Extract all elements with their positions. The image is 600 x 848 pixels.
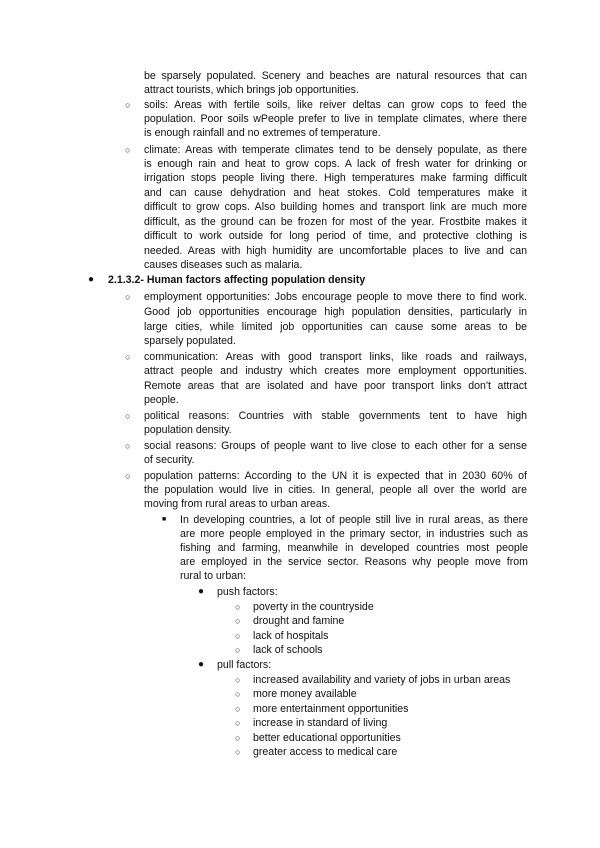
list-bullet-circle: ○	[125, 352, 131, 362]
push-factor-item: drought and famine	[253, 615, 345, 627]
soils-line: soils: Areas with fertile soils, like reiver deltas can grow cops to feed the	[144, 99, 527, 111]
climate-line: needed. Areas with high humidity are uncomfortable places to live and can	[144, 245, 527, 257]
list-bullet-disc: ●	[88, 274, 95, 285]
pull-factor-item: better educational opportunities	[253, 732, 401, 744]
push-factors-label: push factors:	[217, 586, 278, 598]
employment-line: employment opportunities: Jobs encourage people to move there to find work.	[144, 291, 527, 303]
soils-line: is enough rainfall and no extremes of temperature.	[144, 127, 381, 139]
pull-factor-item: increased availability and variety of jobs in urban areas	[253, 674, 511, 686]
climate-line: irrigation stops people living there. High temperatures make farming difficult	[144, 172, 527, 184]
list-bullet-circle: ○	[235, 689, 241, 699]
section-heading: 2.1.3.2- Human factors affecting population density	[108, 274, 366, 286]
developing-line: are more people employed in the primary sector, in industries such as	[180, 528, 528, 540]
developing-line: fishing and farming, meanwhile in developed countries most people	[180, 542, 528, 554]
climate-line: difficult to work outside for long period of time, and protective clothing is	[144, 230, 527, 242]
climate-line: difficult, as the ground can be frozen for most of the year. Frostbite makes it	[144, 216, 527, 228]
social-line: social reasons: Groups of people want to live close to each other for a sense	[144, 440, 527, 452]
communication-line: communication: Areas with good transport links, like roads and railways,	[144, 351, 527, 363]
pull-factors-label: pull factors:	[217, 659, 272, 671]
list-bullet-circle: ○	[125, 100, 131, 110]
list-bullet-disc: ●	[198, 659, 205, 670]
list-bullet-circle: ○	[235, 675, 241, 685]
pull-factor-item: greater access to medical care	[253, 746, 398, 758]
communication-line: people.	[144, 394, 179, 406]
climate-line: difficult to grow cops. Also building homes and transport link are much more	[144, 201, 527, 213]
pull-factor-item: more entertainment opportunities	[253, 703, 409, 715]
push-factor-item: lack of schools	[253, 644, 323, 656]
list-bullet-circle: ○	[125, 441, 131, 451]
list-bullet-circle: ○	[125, 145, 131, 155]
developing-line: In developing countries, a lot of people still live in rural areas, as there	[180, 514, 528, 526]
population-patterns-line: moving from rural areas to urban areas.	[144, 498, 331, 510]
developing-line: are employed in the service sector. Reasons why people move from	[180, 556, 528, 568]
list-bullet-circle: ○	[125, 411, 131, 421]
communication-line: attract people and industry which creates more employment opportunities.	[144, 365, 527, 377]
push-factor-item: lack of hospitals	[253, 630, 329, 642]
list-bullet-circle: ○	[235, 733, 241, 743]
soils-line: population. Poor soils wPeople prefer to live in template climates, where there	[144, 113, 527, 125]
list-bullet-square: ■	[162, 516, 167, 523]
climate-line: causes diseases such as malaria.	[144, 259, 303, 271]
pull-factor-item: increase in standard of living	[253, 717, 388, 729]
employment-line: sparsely populated.	[144, 335, 236, 347]
communication-line: Remote areas that are isolated and have poor transport links don't attract	[144, 380, 527, 392]
list-bullet-circle: ○	[125, 292, 131, 302]
climate-line: climate: Areas with temperate climates tend to be densely populate, as there	[144, 144, 527, 156]
climate-line: is enough rain and heat to grow cops. A lack of fresh water for drinking or	[144, 158, 527, 170]
list-bullet-circle: ○	[235, 747, 241, 757]
population-patterns-line: population patterns: According to the UN it is expected that in 2030 60% of	[144, 470, 527, 482]
political-line: political reasons: Countries with stable governments tent to have high	[144, 410, 527, 422]
pull-factor-item: more money available	[253, 688, 357, 700]
list-bullet-circle: ○	[235, 718, 241, 728]
list-bullet-circle: ○	[125, 471, 131, 481]
population-patterns-line: the population would live in cities. In general, people all over the world are	[144, 484, 527, 496]
list-bullet-circle: ○	[235, 645, 241, 655]
paragraph-line: be sparsely populated. Scenery and beaches are natural resources that can	[144, 70, 527, 82]
paragraph-line: attract tourists, which brings job opportunities.	[144, 84, 359, 96]
list-bullet-circle: ○	[235, 616, 241, 626]
list-bullet-circle: ○	[235, 704, 241, 714]
list-bullet-circle: ○	[235, 602, 241, 612]
climate-line: and can cause dehydration and heat stokes. Cold temperatures make it	[144, 187, 527, 199]
list-bullet-disc: ●	[198, 586, 205, 597]
push-factor-item: poverty in the countryside	[253, 601, 374, 613]
employment-line: large cities, while limited job opportunities can cause some areas to be	[144, 321, 527, 333]
social-line: of security.	[144, 454, 195, 466]
employment-line: Good job opportunities encourage high population densities, particularly in	[144, 306, 527, 318]
developing-line: rural to urban:	[180, 570, 246, 582]
political-line: population density.	[144, 424, 232, 436]
list-bullet-circle: ○	[235, 631, 241, 641]
